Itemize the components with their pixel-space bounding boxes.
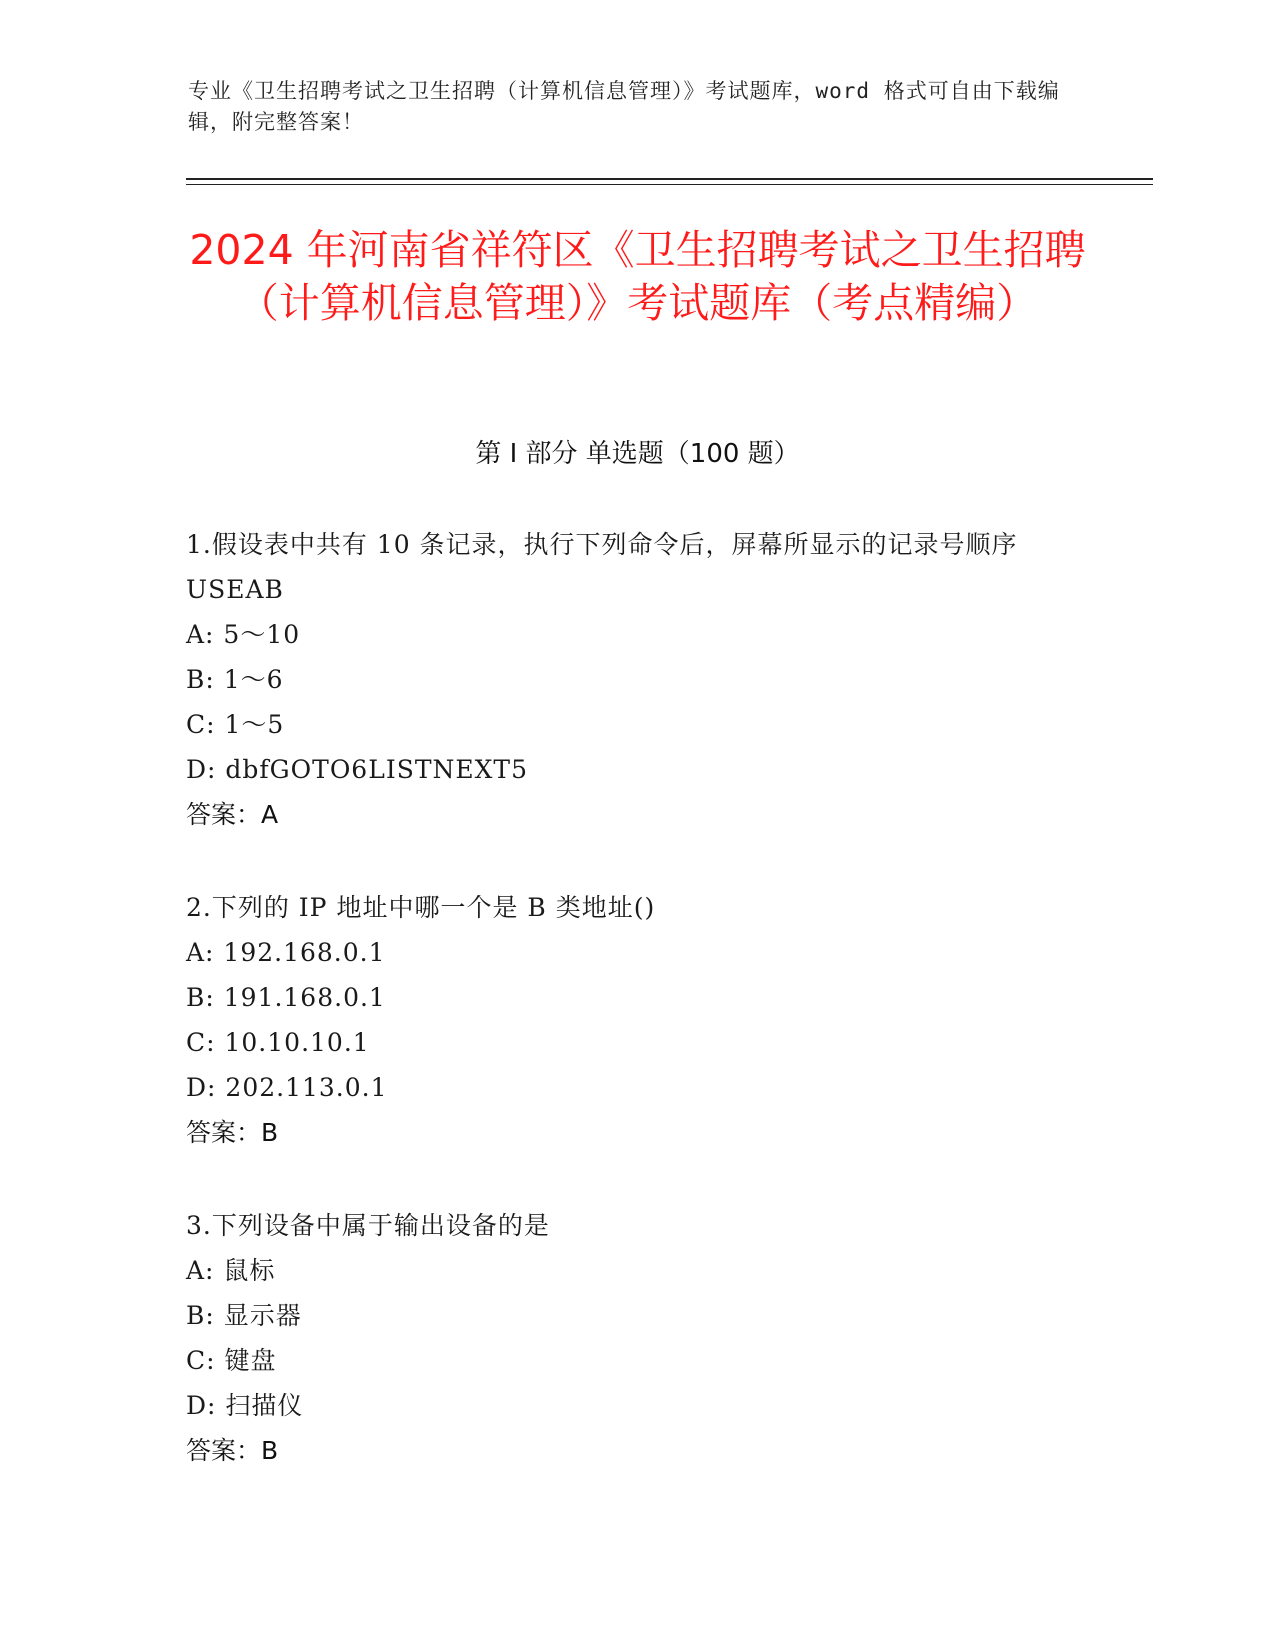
- option-a: A: 鼠标: [186, 1256, 276, 1285]
- question-list: [186, 522, 1086, 1521]
- header-divider-top: [186, 178, 1153, 180]
- option-d: D: dbfGOTO6LISTNEXT5: [186, 755, 528, 784]
- question-3: [186, 1203, 1086, 1473]
- question-stem: 2.下列的 IP 地址中哪一个是 B 类地址(): [186, 893, 656, 922]
- option-d: D: 扫描仪: [186, 1391, 304, 1420]
- option-a: A: 192.168.0.1: [186, 938, 386, 967]
- option-b: B: 191.168.0.1: [186, 983, 386, 1012]
- question-stem: 3.下列设备中属于输出设备的是: [186, 1211, 550, 1240]
- option-b: B: 1～6: [186, 665, 284, 694]
- option-c: C: 10.10.10.1: [186, 1028, 370, 1057]
- option-c: C: 键盘: [186, 1346, 277, 1375]
- option-a: A: 5～10: [186, 620, 301, 649]
- question-2: [186, 885, 1086, 1155]
- header-divider-bottom: [186, 184, 1153, 185]
- option-d: D: 202.113.0.1: [186, 1073, 388, 1102]
- answer: 答案：A: [186, 800, 279, 829]
- option-b: B: 显示器: [186, 1301, 302, 1330]
- section-title: 第 I 部分 单选题（100 题）: [475, 439, 800, 469]
- question-1: [186, 522, 1086, 837]
- answer: 答案：B: [186, 1118, 279, 1147]
- header-note: 专业《卫生招聘考试之卫生招聘（计算机信息管理）》考试题库，word 格式可自由下载编辑，附完整答案！: [188, 79, 1060, 134]
- option-c: C: 1～5: [186, 710, 285, 739]
- answer: 答案：B: [186, 1436, 279, 1465]
- document-title: 2024 年河南省祥符区《卫生招聘考试之卫生招聘（计算机信息管理）》考试题库（考点精编）: [189, 226, 1086, 327]
- question-stem: 1.假设表中共有 10 条记录，执行下列命令后，屏幕所显示的记录号顺序 USEAB: [186, 530, 1018, 604]
